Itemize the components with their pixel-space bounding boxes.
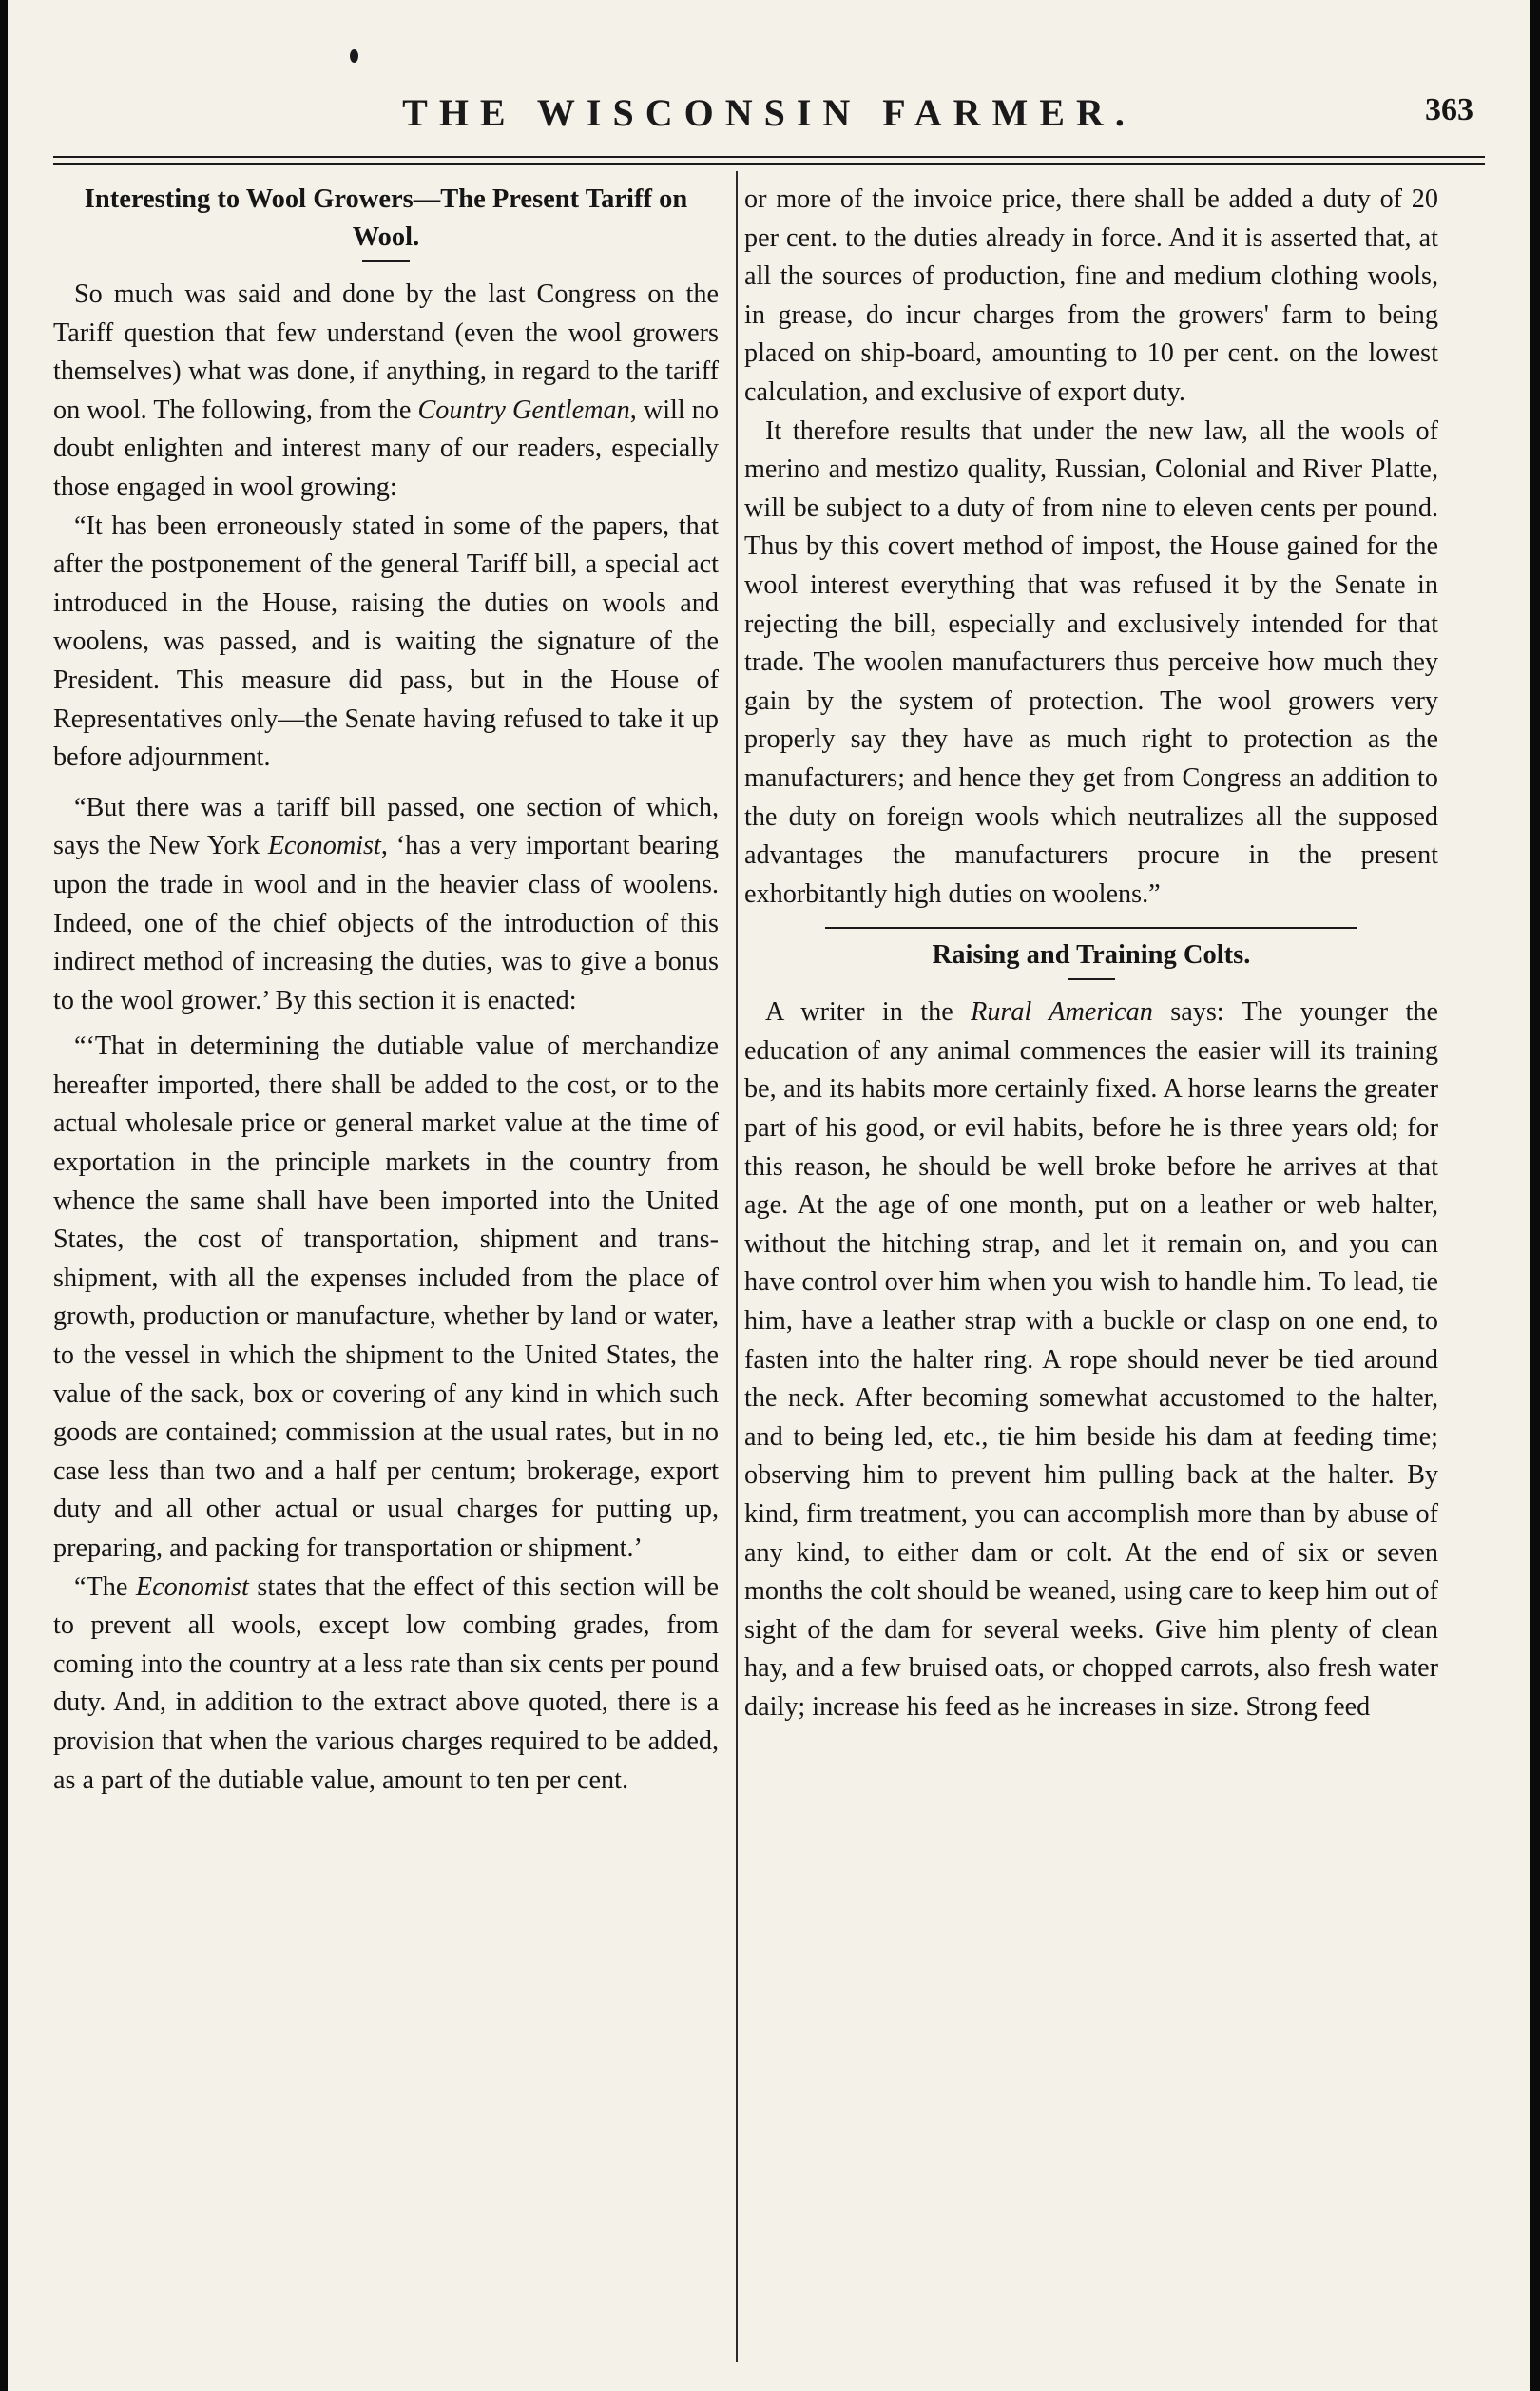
article-heading-colts: Raising and Training Colts. — [932, 940, 1251, 971]
heading-rule — [1068, 978, 1115, 980]
page-header-title: THE WISCONSIN FARMER. — [402, 91, 1136, 134]
column-divider — [736, 171, 738, 2362]
left-column — [53, 181, 719, 1800]
section-rule — [825, 927, 1357, 929]
article-paragraph: or more of the invoice price, there shall be added a duty of 20 per cent. to the duties already in force. And it is asserted that, at all the sources of production, fine and medium clothing wools, in grease, do incur charges from the growers' farm to being placed on ship-board, amounting to 10 per cent. on the lowest calculation, and exclusive of export duty. — [744, 184, 1438, 407]
print-mark — [350, 49, 358, 63]
article-heading-wool: Interesting to Wool Growers—The Present Tariff on Wool. — [84, 184, 688, 252]
article-paragraph: “It has been erroneously stated in some of the papers, that after the postponement of the general Tariff bill, a special act introduced in the House, raising the duties on wools and woolens, was passed, and is waiting the signature of the President. This measure did pass, but in the House of Representatives only—the Senate having refused to take it up before adjournment. — [53, 511, 719, 773]
article-paragraph: “‘That in determining the dutiable value of merchandize hereafter imported, there shall be added to the cost, or to the actual wholesale price or general market value at the time of exportation in the principle markets in the country from whence the same shall have been imported into the United States, the cost of transportation, shipment and trans-shipment, with all the expenses included from the place of growth, production or manufacture, whether by land or water, to the vessel in which the shipment to the United States, the value of the sack, box or covering of any kind in which such goods are contained; commission at the usual rates, but in no case less than two and a half per centum; brokerage, export duty and all other actual or usual charges for putting up, preparing, and packing for transportation or shipment.’ — [53, 1032, 719, 1563]
newspaper-page — [8, 0, 1530, 2391]
article-paragraph: “But there was a tariff bill passed, one section of which, says the New York Economist, ‘has a very important bearing upon the trade in wool and in the heavier class of woolens. Indeed, one of the chief objects of the introduction of this indirect method of increasing the duties, was to give a bonus to the wool grower.’ By this section it is enacted: — [53, 792, 719, 1015]
article-paragraph: So much was said and done by the last Congress on the Tariff question that few understand (even the wool growers themselves) what was done, if anything, in regard to the tariff on wool. The following, from the Country Gentleman, will no doubt enlighten and interest many of our readers, especially those engaged in wool growing: — [53, 280, 719, 502]
article-paragraph: “The Economist states that the effect of this section will be to prevent all wools, except low combing grades, from coming into the country at a less rate than six cents per pound duty. And, in addition to the extract above quoted, there is a provision that when the various charges required to be added, as a part of the dutiable value, amount to ten per cent. — [53, 1572, 719, 1795]
page-number: 363 — [1425, 92, 1473, 127]
header-rule-thick — [53, 163, 1485, 165]
article-paragraph: A writer in the Rural American says: The younger the education of any animal commences the easier will its training be, and its habits more certainly fixed. A horse learns the greater part of his good, or evil habits, before he is three years old; for this reason, he should be well broke before he arrives at that age. At the age of one month, put on a leather or web halter, without the hitching strap, and let it remain on, and you can have control over him when you wish to handle him. To lead, tie him, have a leather strap with a buckle or clasp on one end, to fasten into the halter ring. A rope should never be tied around the neck. After becoming somewhat accustomed to the halter, and to being led, etc., tie him beside his dam at feeding time; observing him to prevent him pulling back at the halter. By kind, firm treatment, you can accomplish more than by abuse of any kind, to either dam or colt. At the end of six or seven months the colt should be weaned, using care to keep him out of sight of the dam for several weeks. Give him plenty of clean hay, and a few bruised oats, or chopped carrots, also fresh water daily; increase his feed as he increases in size. Strong feed — [744, 997, 1438, 1722]
right-column — [744, 181, 1438, 1727]
heading-rule — [362, 260, 410, 262]
header-rule-thin — [53, 156, 1485, 158]
article-paragraph: It therefore results that under the new law, all the wools of merino and mestizo quality, Russian, Colonial and River Platte, will be subject to a duty of from nine to eleven cents per pound. Thus by this covert method of impost, the House gained for the wool interest everything that was refused it by the Senate in rejecting the bill, especially and exclusively intended for that trade. The woolen manufacturers thus perceive how much they gain by the system of protection. The wool growers very properly say they have as much right to protection as the manufacturers; and hence they get from Congress an addition to the duty on foreign wools which neutralizes all the supposed advantages the manufacturers procure in the present exhorbitantly high duties on woolens.” — [744, 415, 1438, 909]
